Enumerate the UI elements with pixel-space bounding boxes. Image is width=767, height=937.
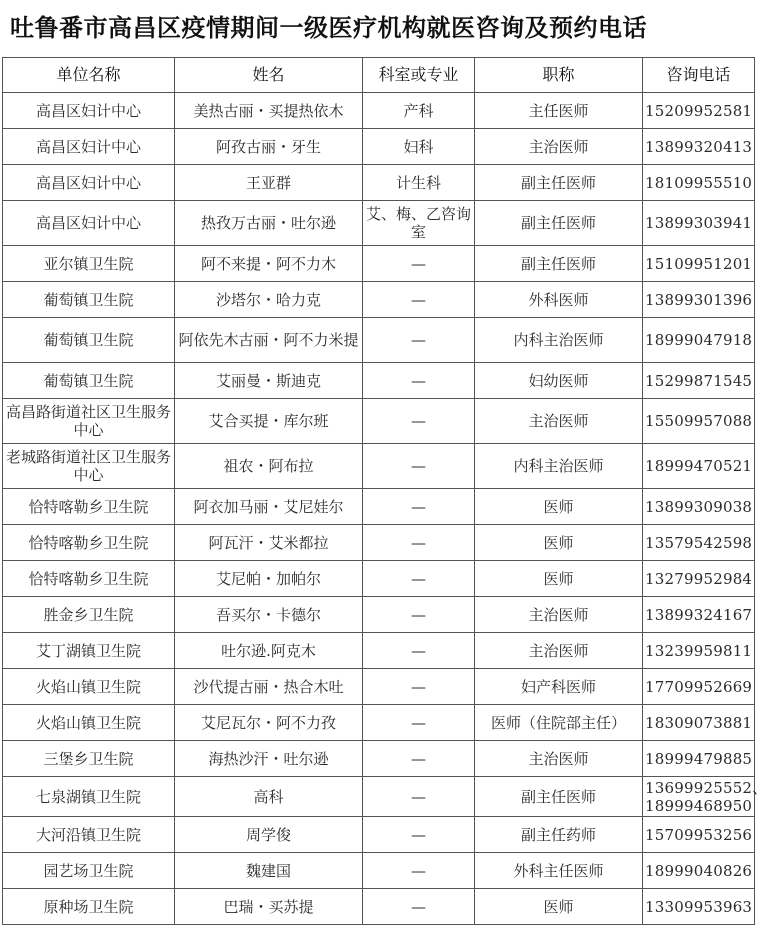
cell-name: 高科 <box>175 777 363 817</box>
cell-phone: 18109955510 <box>643 165 755 201</box>
cell-name: 沙代提古丽・热合木吐 <box>175 669 363 705</box>
cell-phone: 18999047918 <box>643 318 755 363</box>
header-unit: 单位名称 <box>3 58 175 93</box>
cell-title: 主治医师 <box>475 741 643 777</box>
cell-title: 主治医师 <box>475 633 643 669</box>
cell-phone: 15109951201 <box>643 246 755 282</box>
cell-title: 副主任医师 <box>475 246 643 282</box>
cell-unit: 火焰山镇卫生院 <box>3 669 175 705</box>
page-title: 吐鲁番市高昌区疫情期间一级医疗机构就医咨询及预约电话 <box>10 14 647 42</box>
cell-dept: — <box>363 633 475 669</box>
cell-dept: — <box>363 489 475 525</box>
cell-title: 妇幼医师 <box>475 363 643 399</box>
table-row <box>3 363 755 399</box>
cell-dept: — <box>363 282 475 318</box>
cell-unit: 亚尔镇卫生院 <box>3 246 175 282</box>
cell-name: 艾尼瓦尔・阿不力孜 <box>175 705 363 741</box>
cell-title: 医师 <box>475 489 643 525</box>
cell-name: 阿孜古丽・牙生 <box>175 129 363 165</box>
cell-dept: 妇科 <box>363 129 475 165</box>
cell-title: 外科主任医师 <box>475 853 643 889</box>
cell-unit: 老城路街道社区卫生服务中心 <box>3 444 175 489</box>
cell-title: 主治医师 <box>475 597 643 633</box>
cell-name: 巴瑞・买苏提 <box>175 889 363 925</box>
cell-phone: 13899301396 <box>643 282 755 318</box>
cell-name: 吐尔逊.阿克木 <box>175 633 363 669</box>
cell-name: 美热古丽・买提热依木 <box>175 93 363 129</box>
cell-phone: 13309953963 <box>643 889 755 925</box>
cell-name: 阿衣加马丽・艾尼娃尔 <box>175 489 363 525</box>
table-row <box>3 399 755 444</box>
table-row <box>3 525 755 561</box>
cell-name: 热孜万古丽・吐尔逊 <box>175 201 363 246</box>
header-name: 姓名 <box>175 58 363 93</box>
cell-title: 医师 <box>475 889 643 925</box>
cell-dept: — <box>363 399 475 444</box>
cell-name: 祖农・阿布拉 <box>175 444 363 489</box>
cell-name: 海热沙汗・吐尔逊 <box>175 741 363 777</box>
contact-table <box>2 57 767 925</box>
cell-unit: 高昌区妇计中心 <box>3 129 175 165</box>
cell-dept: — <box>363 318 475 363</box>
cell-phone: 13239959811 <box>643 633 755 669</box>
cell-phone: 18309073881 <box>643 705 755 741</box>
cell-name: 阿依先木古丽・阿不力米提 <box>175 318 363 363</box>
cell-dept: — <box>363 777 475 817</box>
cell-title: 医师（住院部主任） <box>475 705 643 741</box>
table-row <box>3 93 755 129</box>
cell-phone: 13899324167 <box>643 597 755 633</box>
table-row <box>3 444 755 489</box>
cell-title: 副主任医师 <box>475 201 643 246</box>
table-row <box>3 489 755 525</box>
cell-unit: 大河沿镇卫生院 <box>3 817 175 853</box>
cell-unit: 葡萄镇卫生院 <box>3 318 175 363</box>
table-row <box>3 165 755 201</box>
table-header-row <box>3 58 755 93</box>
cell-title: 主治医师 <box>475 399 643 444</box>
cell-name: 吾买尔・卡德尔 <box>175 597 363 633</box>
cell-unit: 原种场卫生院 <box>3 889 175 925</box>
cell-phone: 13899303941 <box>643 201 755 246</box>
cell-unit: 高昌路街道社区卫生服务中心 <box>3 399 175 444</box>
cell-title: 主治医师 <box>475 129 643 165</box>
cell-unit: 葡萄镇卫生院 <box>3 363 175 399</box>
header-dept: 科室或专业 <box>363 58 475 93</box>
cell-dept: — <box>363 525 475 561</box>
table-row <box>3 817 755 853</box>
cell-phone: 18999040826 <box>643 853 755 889</box>
cell-unit: 胜金乡卫生院 <box>3 597 175 633</box>
cell-phone: 18999470521 <box>643 444 755 489</box>
cell-unit: 恰特喀勒乡卫生院 <box>3 525 175 561</box>
header-phone: 咨询电话 <box>643 58 755 93</box>
cell-name: 沙塔尔・哈力克 <box>175 282 363 318</box>
cell-unit: 园艺场卫生院 <box>3 853 175 889</box>
cell-dept: — <box>363 705 475 741</box>
cell-unit: 三堡乡卫生院 <box>3 741 175 777</box>
cell-unit: 高昌区妇计中心 <box>3 165 175 201</box>
cell-dept: — <box>363 669 475 705</box>
table-row <box>3 853 755 889</box>
cell-dept: 计生科 <box>363 165 475 201</box>
cell-unit: 高昌区妇计中心 <box>3 93 175 129</box>
cell-name: 艾丽曼・斯迪克 <box>175 363 363 399</box>
cell-dept: — <box>363 889 475 925</box>
cell-name: 魏建国 <box>175 853 363 889</box>
table-row <box>3 597 755 633</box>
cell-dept: — <box>363 597 475 633</box>
cell-title: 妇产科医师 <box>475 669 643 705</box>
cell-phone: 13899309038 <box>643 489 755 525</box>
cell-unit: 恰特喀勒乡卫生院 <box>3 561 175 597</box>
cell-title: 内科主治医师 <box>475 444 643 489</box>
cell-phone: 18999479885 <box>643 741 755 777</box>
cell-phone: 15709953256 <box>643 817 755 853</box>
cell-name: 阿瓦汗・艾米都拉 <box>175 525 363 561</box>
table-row <box>3 561 755 597</box>
table-row <box>3 741 755 777</box>
cell-name: 王亚群 <box>175 165 363 201</box>
table-row <box>3 129 755 165</box>
cell-phone: 13699925552、18999468950 <box>643 777 755 817</box>
cell-phone: 17709952669 <box>643 669 755 705</box>
cell-title: 内科主治医师 <box>475 318 643 363</box>
table-row <box>3 633 755 669</box>
cell-name: 阿不来提・阿不力木 <box>175 246 363 282</box>
cell-phone: 15509957088 <box>643 399 755 444</box>
cell-dept: — <box>363 853 475 889</box>
cell-name: 艾尼帕・加帕尔 <box>175 561 363 597</box>
cell-title: 副主任药师 <box>475 817 643 853</box>
cell-unit: 葡萄镇卫生院 <box>3 282 175 318</box>
cell-dept: 艾、梅、乙咨询室 <box>363 201 475 246</box>
cell-name: 艾合买提・库尔班 <box>175 399 363 444</box>
cell-phone: 13899320413 <box>643 129 755 165</box>
cell-dept: — <box>363 246 475 282</box>
cell-phone: 13279952984 <box>643 561 755 597</box>
cell-title: 医师 <box>475 561 643 597</box>
cell-phone: 15299871545 <box>643 363 755 399</box>
cell-dept: 产科 <box>363 93 475 129</box>
header-title: 职称 <box>475 58 643 93</box>
table-row <box>3 889 755 925</box>
table-row <box>3 318 755 363</box>
table-row <box>3 777 755 817</box>
cell-title: 副主任医师 <box>475 777 643 817</box>
cell-name: 周学俊 <box>175 817 363 853</box>
cell-unit: 艾丁湖镇卫生院 <box>3 633 175 669</box>
cell-phone: 15209952581 <box>643 93 755 129</box>
cell-dept: — <box>363 444 475 489</box>
cell-title: 主任医师 <box>475 93 643 129</box>
table-row <box>3 669 755 705</box>
cell-dept: — <box>363 741 475 777</box>
cell-title: 外科医师 <box>475 282 643 318</box>
cell-unit: 高昌区妇计中心 <box>3 201 175 246</box>
table-row <box>3 282 755 318</box>
cell-unit: 七泉湖镇卫生院 <box>3 777 175 817</box>
cell-dept: — <box>363 561 475 597</box>
cell-dept: — <box>363 363 475 399</box>
cell-title: 医师 <box>475 525 643 561</box>
cell-unit: 恰特喀勒乡卫生院 <box>3 489 175 525</box>
table-row <box>3 705 755 741</box>
cell-phone: 13579542598 <box>643 525 755 561</box>
cell-unit: 火焰山镇卫生院 <box>3 705 175 741</box>
cell-dept: — <box>363 817 475 853</box>
cell-title: 副主任医师 <box>475 165 643 201</box>
table-row <box>3 201 755 246</box>
table-row <box>3 246 755 282</box>
